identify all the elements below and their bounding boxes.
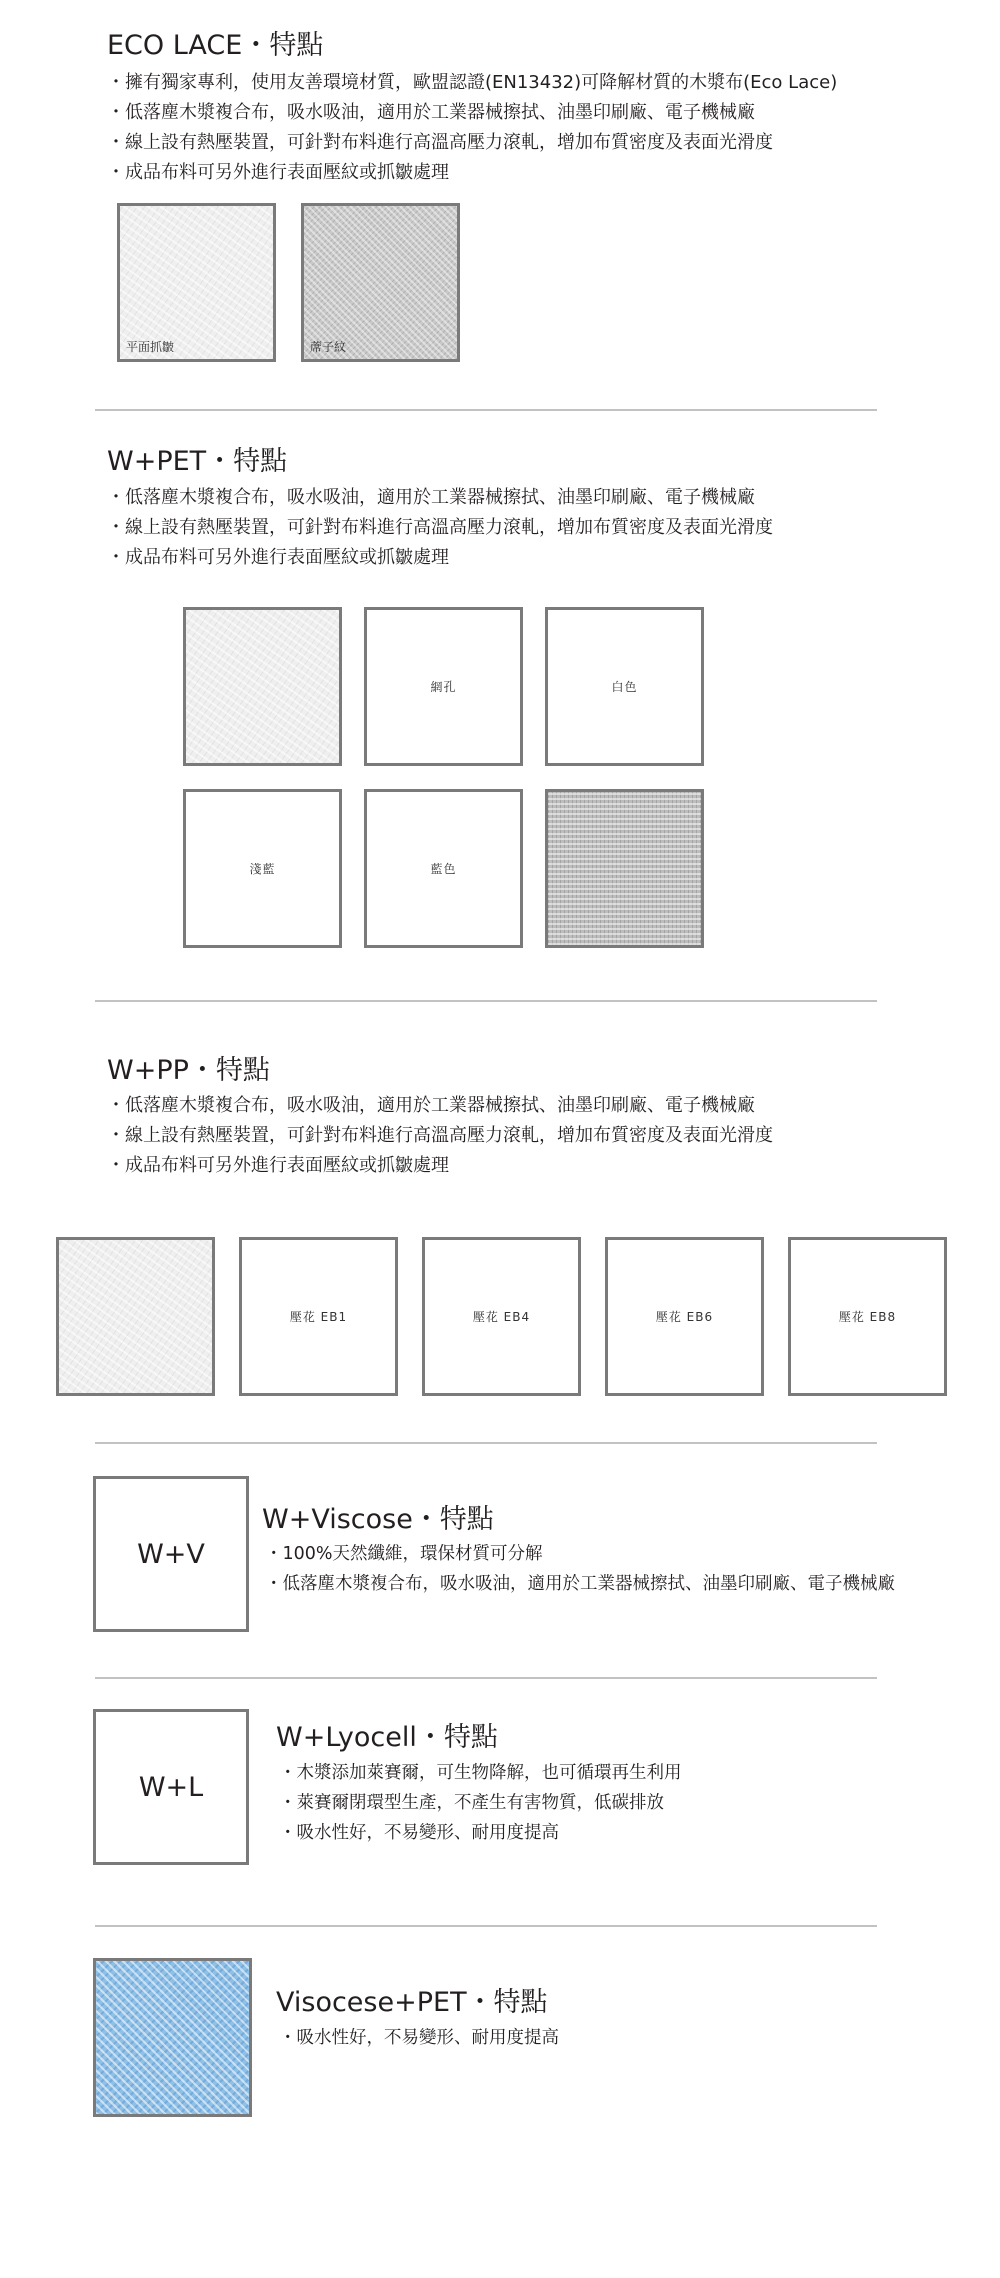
feature-item: ・低落塵木漿複合布，吸水吸油，適用於工業器械擦拭、油墨印刷廠、電子機械廠 [107, 487, 755, 508]
visocese-pet-features [279, 2023, 559, 2053]
feature-item: ・100%天然纖維，環保材質可分解 [265, 1544, 543, 1564]
eco-lace-features [107, 68, 837, 188]
w-pp-features [107, 1091, 773, 1181]
swatch-caption: 蓆子紋 [310, 340, 347, 354]
swatch-texture [56, 1237, 215, 1396]
w-pp-title: W+PP・特點 [107, 1055, 270, 1086]
section-divider [95, 409, 877, 411]
swatch-caption: 白色 [611, 680, 638, 694]
material-code-box: W+L [93, 1709, 249, 1865]
feature-item: ・低落塵木漿複合布，吸水吸油，適用於工業器械擦拭、油墨印刷廠、電子機械廠 [107, 1095, 755, 1116]
feature-item: ・成品布料可另外進行表面壓紋或抓皺處理 [107, 162, 449, 183]
swatch-emboss-eb4 [422, 1237, 581, 1396]
feature-item: ・成品布料可另外進行表面壓紋或抓皺處理 [107, 1155, 449, 1176]
feature-item: ・線上設有熱壓裝置，可針對布料進行高溫高壓力滾軋，增加布質密度及表面光滑度 [107, 132, 773, 153]
swatch-mat-pattern [301, 203, 460, 362]
feature-item: ・線上設有熱壓裝置，可針對布料進行高溫高壓力滾軋，增加布質密度及表面光滑度 [107, 1125, 773, 1146]
w-pet-features [107, 483, 773, 573]
visocese-pet-title: Visocese+PET・特點 [276, 1987, 548, 2018]
swatch-blue-texture [93, 1958, 252, 2117]
swatch-blue [364, 789, 523, 948]
swatch-caption: 壓花 EB1 [289, 1310, 348, 1324]
w-pet-title: W+PET・特點 [107, 446, 288, 477]
swatch-texture [183, 607, 342, 766]
swatch-knit-texture [545, 789, 704, 948]
swatch-caption: 壓花 EB8 [838, 1310, 897, 1324]
swatch-emboss-eb8 [788, 1237, 947, 1396]
material-code-box: W+V [93, 1476, 249, 1632]
feature-item: ・線上設有熱壓裝置，可針對布料進行高溫高壓力滾軋，增加布質密度及表面光滑度 [107, 517, 773, 538]
w-viscose-features [265, 1539, 895, 1599]
feature-item: ・木漿添加萊賽爾，可生物降解，也可循環再生利用 [279, 1763, 682, 1783]
w-lyocell-features [279, 1758, 682, 1848]
swatch-flat-crepe [117, 203, 276, 362]
section-divider [95, 1677, 877, 1679]
section-divider [95, 1925, 877, 1927]
swatch-caption: 壓花 EB4 [472, 1310, 531, 1324]
swatch-caption: 平面抓皺 [126, 340, 175, 354]
feature-item: ・吸水性好，不易變形、耐用度提高 [279, 1823, 559, 1843]
feature-item: ・低落塵木漿複合布，吸水吸油，適用於工業器械擦拭、油墨印刷廠、電子機械廠 [265, 1574, 895, 1594]
feature-item: ・吸水性好，不易變形、耐用度提高 [279, 2028, 559, 2048]
swatch-light-blue [183, 789, 342, 948]
w-viscose-title: W+Viscose・特點 [262, 1504, 494, 1535]
swatch-caption: 網孔 [430, 680, 457, 694]
w-lyocell-title: W+Lyocell・特點 [276, 1722, 498, 1753]
feature-item: ・低落塵木漿複合布，吸水吸油，適用於工業器械擦拭、油墨印刷廠、電子機械廠 [107, 102, 755, 123]
eco-lace-title: ECO LACE・特點 [107, 30, 324, 61]
section-divider [95, 1442, 877, 1444]
swatch-white [545, 607, 704, 766]
swatch-caption: 淺藍 [249, 862, 276, 876]
feature-item: ・擁有獨家專利，使用友善環境材質，歐盟認證(EN13432)可降解材質的木漿布(Eco Lace) [107, 72, 838, 93]
swatch-caption: 壓花 EB6 [655, 1310, 714, 1324]
feature-item: ・萊賽爾閉環型生產，不產生有害物質，低碳排放 [279, 1793, 664, 1813]
swatch-caption: 藍色 [430, 862, 457, 876]
section-divider [95, 1000, 877, 1002]
swatch-emboss-eb6 [605, 1237, 764, 1396]
swatch-mesh [364, 607, 523, 766]
feature-item: ・成品布料可另外進行表面壓紋或抓皺處理 [107, 547, 449, 568]
swatch-emboss-eb1 [239, 1237, 398, 1396]
